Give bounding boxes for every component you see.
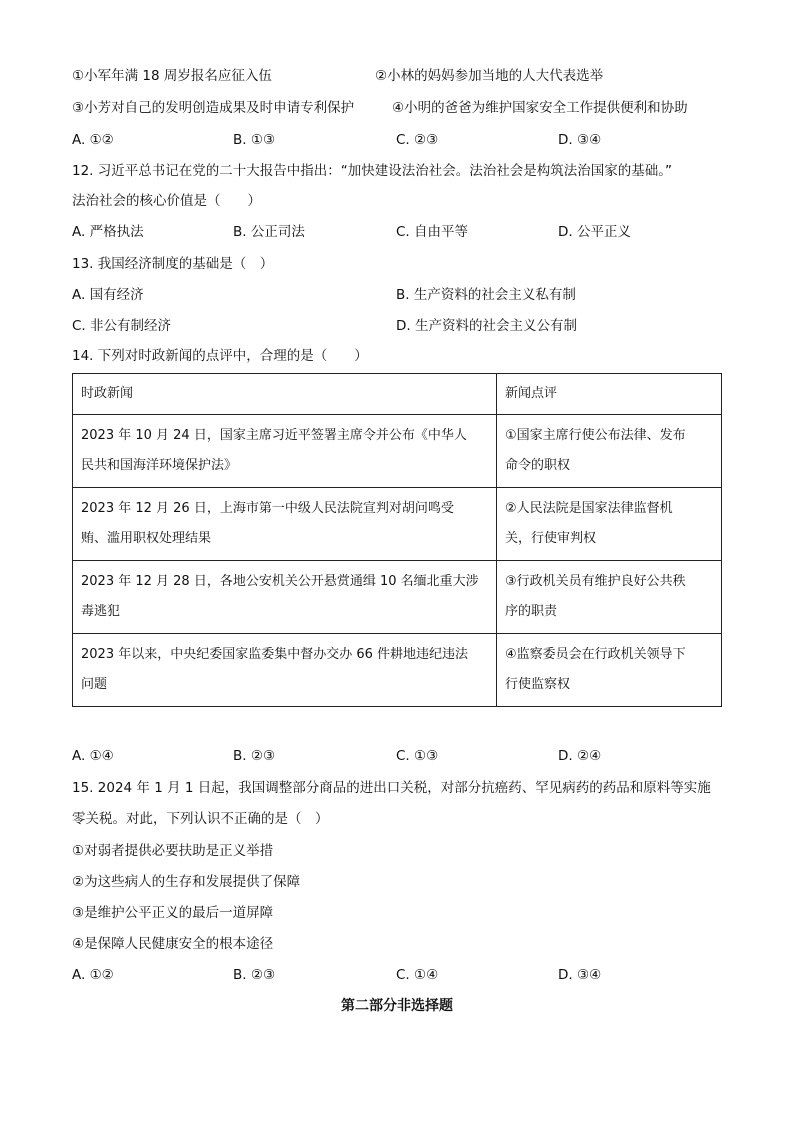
q12-option-a: A. 严格执法 xyxy=(72,224,144,240)
comment-line: 命令的职权 xyxy=(505,458,571,473)
q15-option-b: B. ②③ xyxy=(233,967,276,983)
news-line: 贿、滥用职权处理结果 xyxy=(81,531,212,546)
news-line: 民共和国海洋环境保护法》 xyxy=(81,458,238,473)
section-title: 第二部分非选择题 xyxy=(341,998,453,1014)
q11-item-1: ①小军年满 18 周岁报名应征入伍 xyxy=(72,68,272,84)
q15-option-c: C. ①④ xyxy=(396,967,439,983)
table-row xyxy=(73,488,722,561)
q15-stem-line-2: 零关税。对此，下列认识不正确的是（ ） xyxy=(72,811,329,827)
q15-item-3: ③是维护公平正义的最后一道屏障 xyxy=(72,905,274,921)
q14-stem: 14. 下列对时政新闻的点评中，合理的是（ ） xyxy=(72,348,368,364)
q13-option-b: B. 生产资料的社会主义私有制 xyxy=(396,287,576,303)
comment-line: ③行政机关员有维护良好公共秩 xyxy=(505,574,686,589)
q13-option-d: D. 生产资料的社会主义公有制 xyxy=(396,318,577,334)
q15-item-2: ②为这些病人的生存和发展提供了保障 xyxy=(72,874,301,890)
q12-stem-line-2: 法治社会的核心价值是（ ） xyxy=(72,193,261,209)
q14-option-a: A. ①④ xyxy=(72,748,114,764)
q11-item-2: ②小林的妈妈参加当地的人大代表选举 xyxy=(375,68,604,84)
comment-line: ④监察委员会在行政机关领导下 xyxy=(505,647,686,662)
comment-line: ②人民法院是国家法律监督机 xyxy=(505,501,673,516)
q15-stem-line-1: 15. 2024 年 1 月 1 日起，我国调整部分商品的进出口关税，对部分抗癌药、罕见病药的药品和原料等实施 xyxy=(72,780,711,796)
q14-option-b: B. ②③ xyxy=(233,748,276,764)
news-line: 毒逃犯 xyxy=(81,604,121,619)
news-line: 2023 年 10 月 24 日，国家主席习近平签署主席令并公布《中华人 xyxy=(81,428,467,443)
news-cell xyxy=(73,488,497,561)
comment-line: 关，行使审判权 xyxy=(505,531,597,546)
q12-option-b: B. 公正司法 xyxy=(233,224,305,240)
comment-cell xyxy=(497,561,722,634)
q13-option-a: A. 国有经济 xyxy=(72,287,144,303)
comment-line: ①国家主席行使公布法律、发布 xyxy=(505,428,686,443)
news-cell xyxy=(73,634,497,707)
table-header-row xyxy=(73,374,722,415)
news-line: 2023 年 12 月 28 日，各地公安机关公开悬赏通缉 10 名缅北重大涉 xyxy=(81,574,479,589)
table-header-comment: 新闻点评 xyxy=(497,374,722,415)
table-header-news: 时政新闻 xyxy=(73,374,497,415)
q11-option-c: C. ②③ xyxy=(396,132,439,148)
q11-item-4: ④小明的爸爸为维护国家安全工作提供便利和协助 xyxy=(392,100,688,116)
q15-option-d: D. ③④ xyxy=(558,967,602,983)
q12-option-d: D. 公平正义 xyxy=(558,224,631,240)
q15-option-a: A. ①② xyxy=(72,967,114,983)
comment-line: 行使监察权 xyxy=(505,677,571,692)
q11-option-b: B. ①③ xyxy=(233,132,276,148)
comment-cell xyxy=(497,488,722,561)
comment-cell xyxy=(497,634,722,707)
q15-item-4: ④是保障人民健康安全的根本途径 xyxy=(72,936,274,952)
news-cell xyxy=(73,415,497,488)
news-comment-table xyxy=(72,373,722,707)
table-row xyxy=(73,561,722,634)
q11-item-3: ③小芳对自己的发明创造成果及时申请专利保护 xyxy=(72,100,355,116)
table-row xyxy=(73,634,722,707)
comment-line: 序的职责 xyxy=(505,604,558,619)
q14-option-c: C. ①③ xyxy=(396,748,439,764)
q12-stem-line-1: 12. 习近平总书记在党的二十大报告中指出：“加快建设法治社会。法治社会是构筑法治国家的基础。” xyxy=(72,163,672,179)
q14-option-d: D. ②④ xyxy=(558,748,602,764)
q15-item-1: ①对弱者提供必要扶助是正义举措 xyxy=(72,843,274,859)
news-cell xyxy=(73,561,497,634)
q13-stem: 13. 我国经济制度的基础是（ ） xyxy=(72,256,274,272)
comment-cell xyxy=(497,415,722,488)
q12-option-c: C. 自由平等 xyxy=(396,224,469,240)
news-line: 2023 年 12 月 26 日，上海市第一中级人民法院宣判对胡问鸣受 xyxy=(81,501,454,516)
news-line: 问题 xyxy=(81,677,108,692)
q13-option-c: C. 非公有制经济 xyxy=(72,318,172,334)
table-row xyxy=(73,415,722,488)
news-line: 2023 年以来，中央纪委国家监委集中督办交办 66 件耕地违纪违法 xyxy=(81,647,469,662)
q11-option-d: D. ③④ xyxy=(558,132,602,148)
q11-option-a: A. ①② xyxy=(72,132,114,148)
